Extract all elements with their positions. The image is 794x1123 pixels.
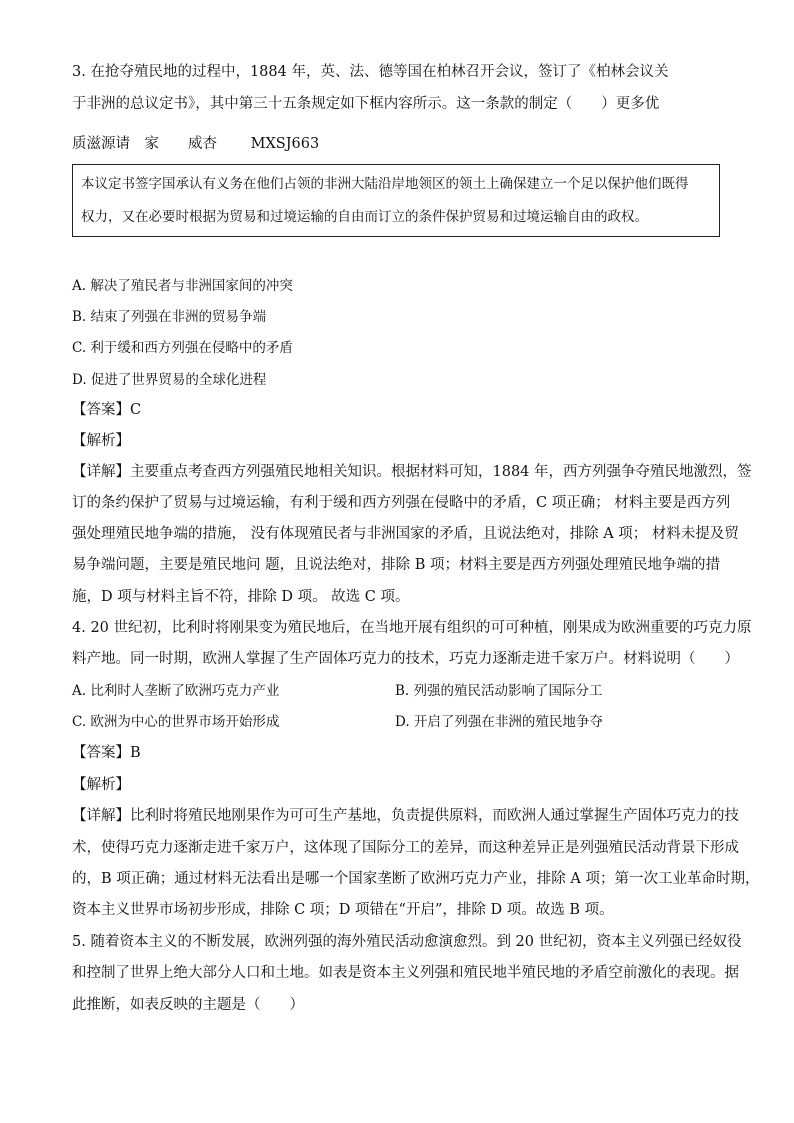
q3-stem-line-2: 于非洲的总议定书》，其中第三十五条规定如下框内容所示。这一条款的制定（ ）更多优	[72, 96, 660, 112]
q4-stem-line-1: 4. 20 世纪初，比利时将刚果变为殖民地后，在当地开展有组织的可可种植，刚果成为欧洲重要的巧克力原	[72, 620, 752, 636]
q4-answer: 【答案】B	[72, 745, 141, 761]
q4-option-a: A. 比利时人垄断了欧洲巧克力产业	[72, 683, 280, 699]
q4-analysis-label: 【解析】	[72, 777, 130, 793]
q3-detail-line-3: 强处理殖民地争端的措施， 没有体现殖民者与非洲国家的矛盾，且说法绝对，排除 A 项； 材料未提及贸	[72, 526, 739, 542]
q3-answer: 【答案】C	[72, 402, 142, 418]
q3-stem-line-3: 质滋源请 家 威杏 MXSJ663	[72, 136, 320, 152]
q3-detail-line-4: 易争端问题，主要是殖民地问 题，且说法绝对，排除 B 项；材料主要是西方列强处理殖民地争端的措	[72, 557, 720, 573]
q5-stem-line-1: 5. 随着资本主义的不断发展，欧洲列强的海外殖民活动愈演愈烈。到 20 世纪初，资本主义列强已经奴役	[72, 934, 742, 950]
q3-option-b: B. 结束了列强在非洲的贸易争端	[72, 309, 267, 325]
q3-option-a: A. 解决了殖民者与非洲国家间的冲突	[72, 278, 293, 294]
q3-material-line-2: 权力，又在必要时根据为贸易和过境运输的自由而订立的条件保护贸易和过境运输自由的政权。	[81, 209, 648, 225]
q3-material-line-1: 本议定书签字国承认有义务在他们占领的非洲大陆沿岸地领区的领土上确保建立一个足以保护他们既得	[81, 176, 689, 192]
q3-option-d: D. 促进了世界贸易的全球化进程	[72, 372, 267, 388]
q4-detail-line-4: 资本主义世界市场初步形成，排除 C 项；D 项错在“开启”，排除 D 项。故选 B 项。	[72, 902, 614, 918]
q4-stem-line-2: 料产地。同一时期，欧洲人掌握了生产固体巧克力的技术，巧克力逐渐走进千家万户。材料说明（ ）	[72, 651, 739, 667]
q3-material-box	[72, 164, 720, 237]
q5-stem-line-2: 和控制了世界上绝大部分人口和土地。如表是资本主义列强和殖民地半殖民地的矛盾空前激化的表现。据	[72, 965, 739, 981]
q5-stem-line-3: 此推断，如表反映的主题是（ ）	[72, 997, 304, 1013]
q4-detail-line-3: 的，B 项正确；通过材料无法看出是哪一个国家垄断了欧洲巧克力产业，排除 A 项；第一次工业革命时期，	[72, 871, 760, 887]
q4-option-d: D. 开启了列强在非洲的殖民地争夺	[395, 714, 603, 730]
q3-detail-line-1: 【详解】主要重点考查西方列强殖民地相关知识。根据材料可知，1884 年，西方列强争夺殖民地激烈，签	[72, 464, 752, 480]
q4-detail-line-1: 【详解】比利时将殖民地刚果作为可可生产基地，负责提供原料，而欧洲人通过掌握生产固体巧克力的技	[72, 808, 739, 824]
q3-option-c: C. 利于缓和西方列强在侵略中的矛盾	[72, 340, 293, 356]
q3-detail-line-5: 施，D 项与材料主旨不符，排除 D 项。 故选 C 项。	[72, 589, 410, 605]
q3-detail-line-2: 订的条约保护了贸易与过境运输，有利于缓和西方列强在侵略中的矛盾，C 项正确； 材料主要是西方列	[72, 495, 731, 511]
q3-stem-line-1: 3. 在抢夺殖民地的过程中，1884 年，英、法、德等国在柏林召开会议，签订了《柏林会议关	[72, 64, 669, 80]
q4-option-c: C. 欧洲为中心的世界市场开始形成	[72, 714, 280, 730]
q3-analysis-label: 【解析】	[72, 433, 130, 449]
q4-detail-line-2: 术，使得巧克力逐渐走进千家万户，这体现了国际分工的差异，而这种差异正是列强殖民活动背景下形成	[72, 840, 739, 856]
q4-option-b: B. 列强的殖民活动影响了国际分工	[395, 683, 603, 699]
